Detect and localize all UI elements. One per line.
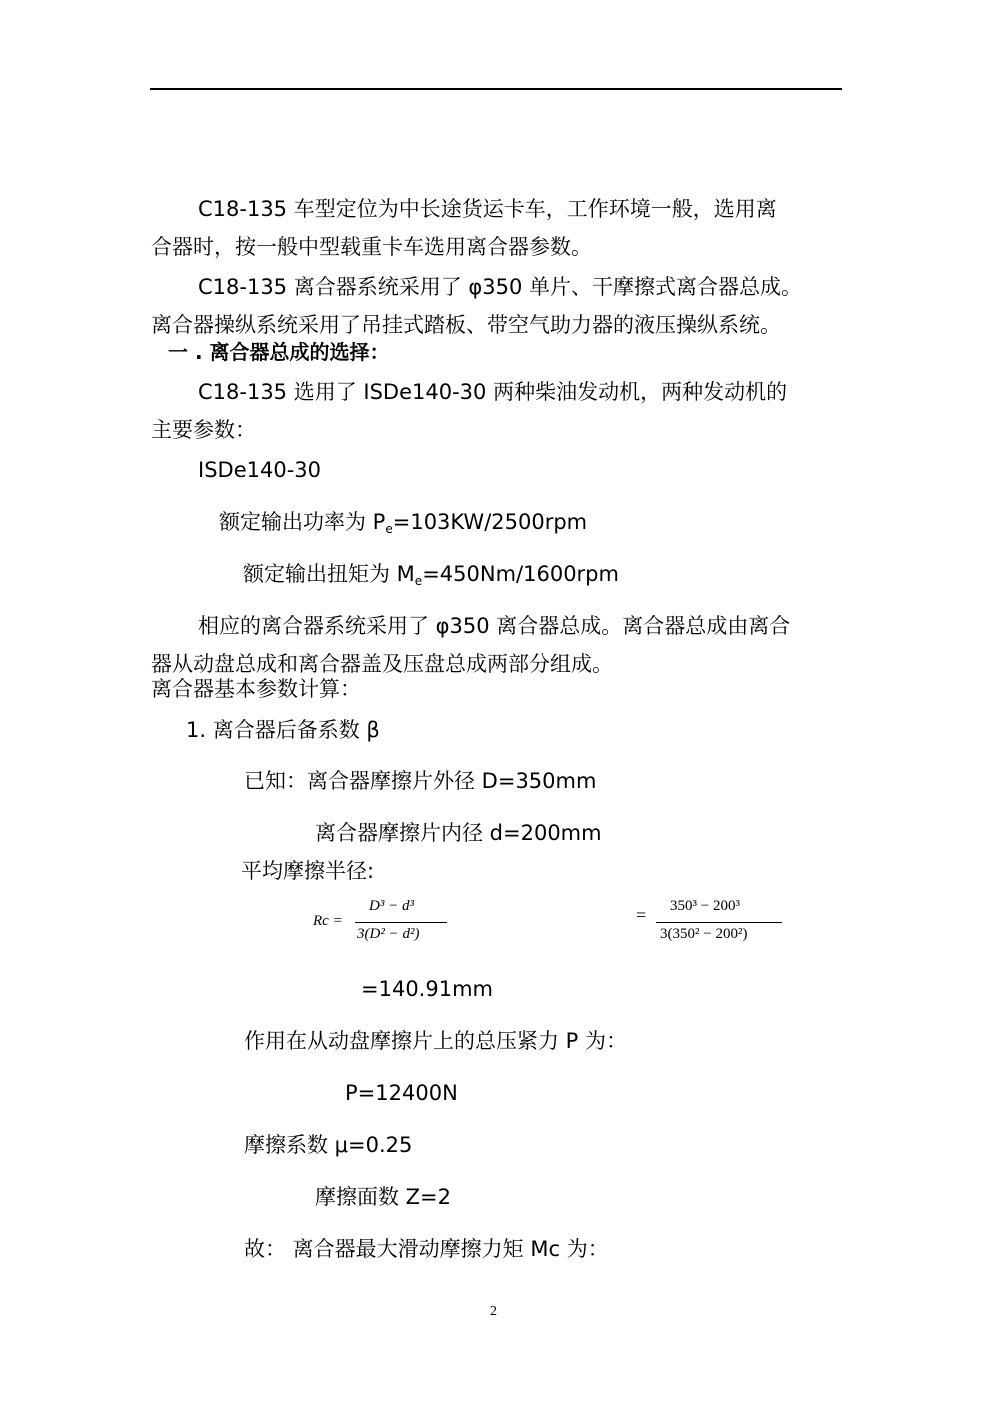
page-number: 2 bbox=[490, 1304, 497, 1319]
rated-power-label: 额定输出功率为 P bbox=[219, 510, 386, 534]
max-torque-label: 故： 离合器最大滑动摩擦力矩 Mc 为： bbox=[244, 1237, 609, 1261]
known-inner-diameter: 离合器摩擦片内径 d=200mm bbox=[315, 821, 602, 845]
rated-torque-value: =450Nm/1600rpm bbox=[422, 562, 619, 586]
rated-power bbox=[219, 510, 587, 541]
formula-numerator: D³ − d³ bbox=[369, 898, 414, 914]
paragraph-line: C18-135 选用了 ISDe140-30 两种柴油发动机，两种发动机的 bbox=[198, 380, 788, 404]
formula-equals: = bbox=[636, 905, 647, 925]
paragraph-line: C18-135 车型定位为中长途货运卡车，工作环境一般，选用离 bbox=[198, 197, 777, 221]
rated-torque-label: 额定输出扭矩为 M bbox=[243, 562, 415, 586]
rated-power-subscript: e bbox=[385, 522, 393, 536]
formula-numerator-numeric: 350³ − 200³ bbox=[670, 898, 740, 914]
pressure-value: P=12400N bbox=[345, 1081, 458, 1105]
known-outer-diameter: 已知：离合器摩擦片外径 D=350mm bbox=[244, 769, 597, 793]
paragraph-line: C18-135 离合器系统采用了 φ350 单片、干摩擦式离合器总成。 bbox=[198, 275, 803, 299]
paragraph-line: 主要参数： bbox=[151, 418, 256, 442]
mean-radius-label: 平均摩擦半径: bbox=[241, 859, 375, 883]
section-heading: 一 . 离合器总成的选择： bbox=[168, 340, 390, 364]
friction-faces: 摩擦面数 Z=2 bbox=[315, 1185, 452, 1209]
pressure-label: 作用在从动盘摩擦片上的总压紧力 P 为： bbox=[244, 1029, 628, 1053]
paragraph-line: 器从动盘总成和离合器盖及压盘总成两部分组成。 bbox=[151, 652, 613, 676]
engine-model: ISDe140-30 bbox=[198, 458, 321, 482]
rated-power-value: =103KW/2500rpm bbox=[392, 510, 588, 534]
paragraph-line: 离合器操纵系统采用了吊挂式踏板、带空气助力器的液压操纵系统。 bbox=[151, 313, 781, 337]
formula-denominator: 3(D² − d²) bbox=[357, 926, 420, 942]
paragraph-line: 相应的离合器系统采用了 φ350 离合器总成。离合器总成由离合 bbox=[198, 614, 791, 638]
formula-lhs: Rc = bbox=[313, 913, 343, 929]
fraction-bar bbox=[355, 922, 447, 923]
rated-torque-subscript: e bbox=[414, 574, 423, 588]
formula-denominator-numeric: 3(350² − 200²) bbox=[660, 926, 748, 942]
mean-radius-result: =140.91mm bbox=[361, 977, 493, 1001]
formula-fraction-symbolic bbox=[355, 898, 451, 948]
list-item: 1. 离合器后备系数 β bbox=[186, 718, 380, 742]
fraction-bar bbox=[656, 922, 782, 923]
friction-coefficient: 摩擦系数 μ=0.25 bbox=[244, 1133, 413, 1157]
formula-fraction-numeric bbox=[656, 898, 786, 948]
header-rule bbox=[150, 88, 842, 90]
paragraph-line: 离合器基本参数计算： bbox=[151, 677, 361, 701]
rated-torque bbox=[243, 562, 619, 593]
paragraph-line: 合器时，按一般中型载重卡车选用离合器参数。 bbox=[151, 235, 592, 259]
